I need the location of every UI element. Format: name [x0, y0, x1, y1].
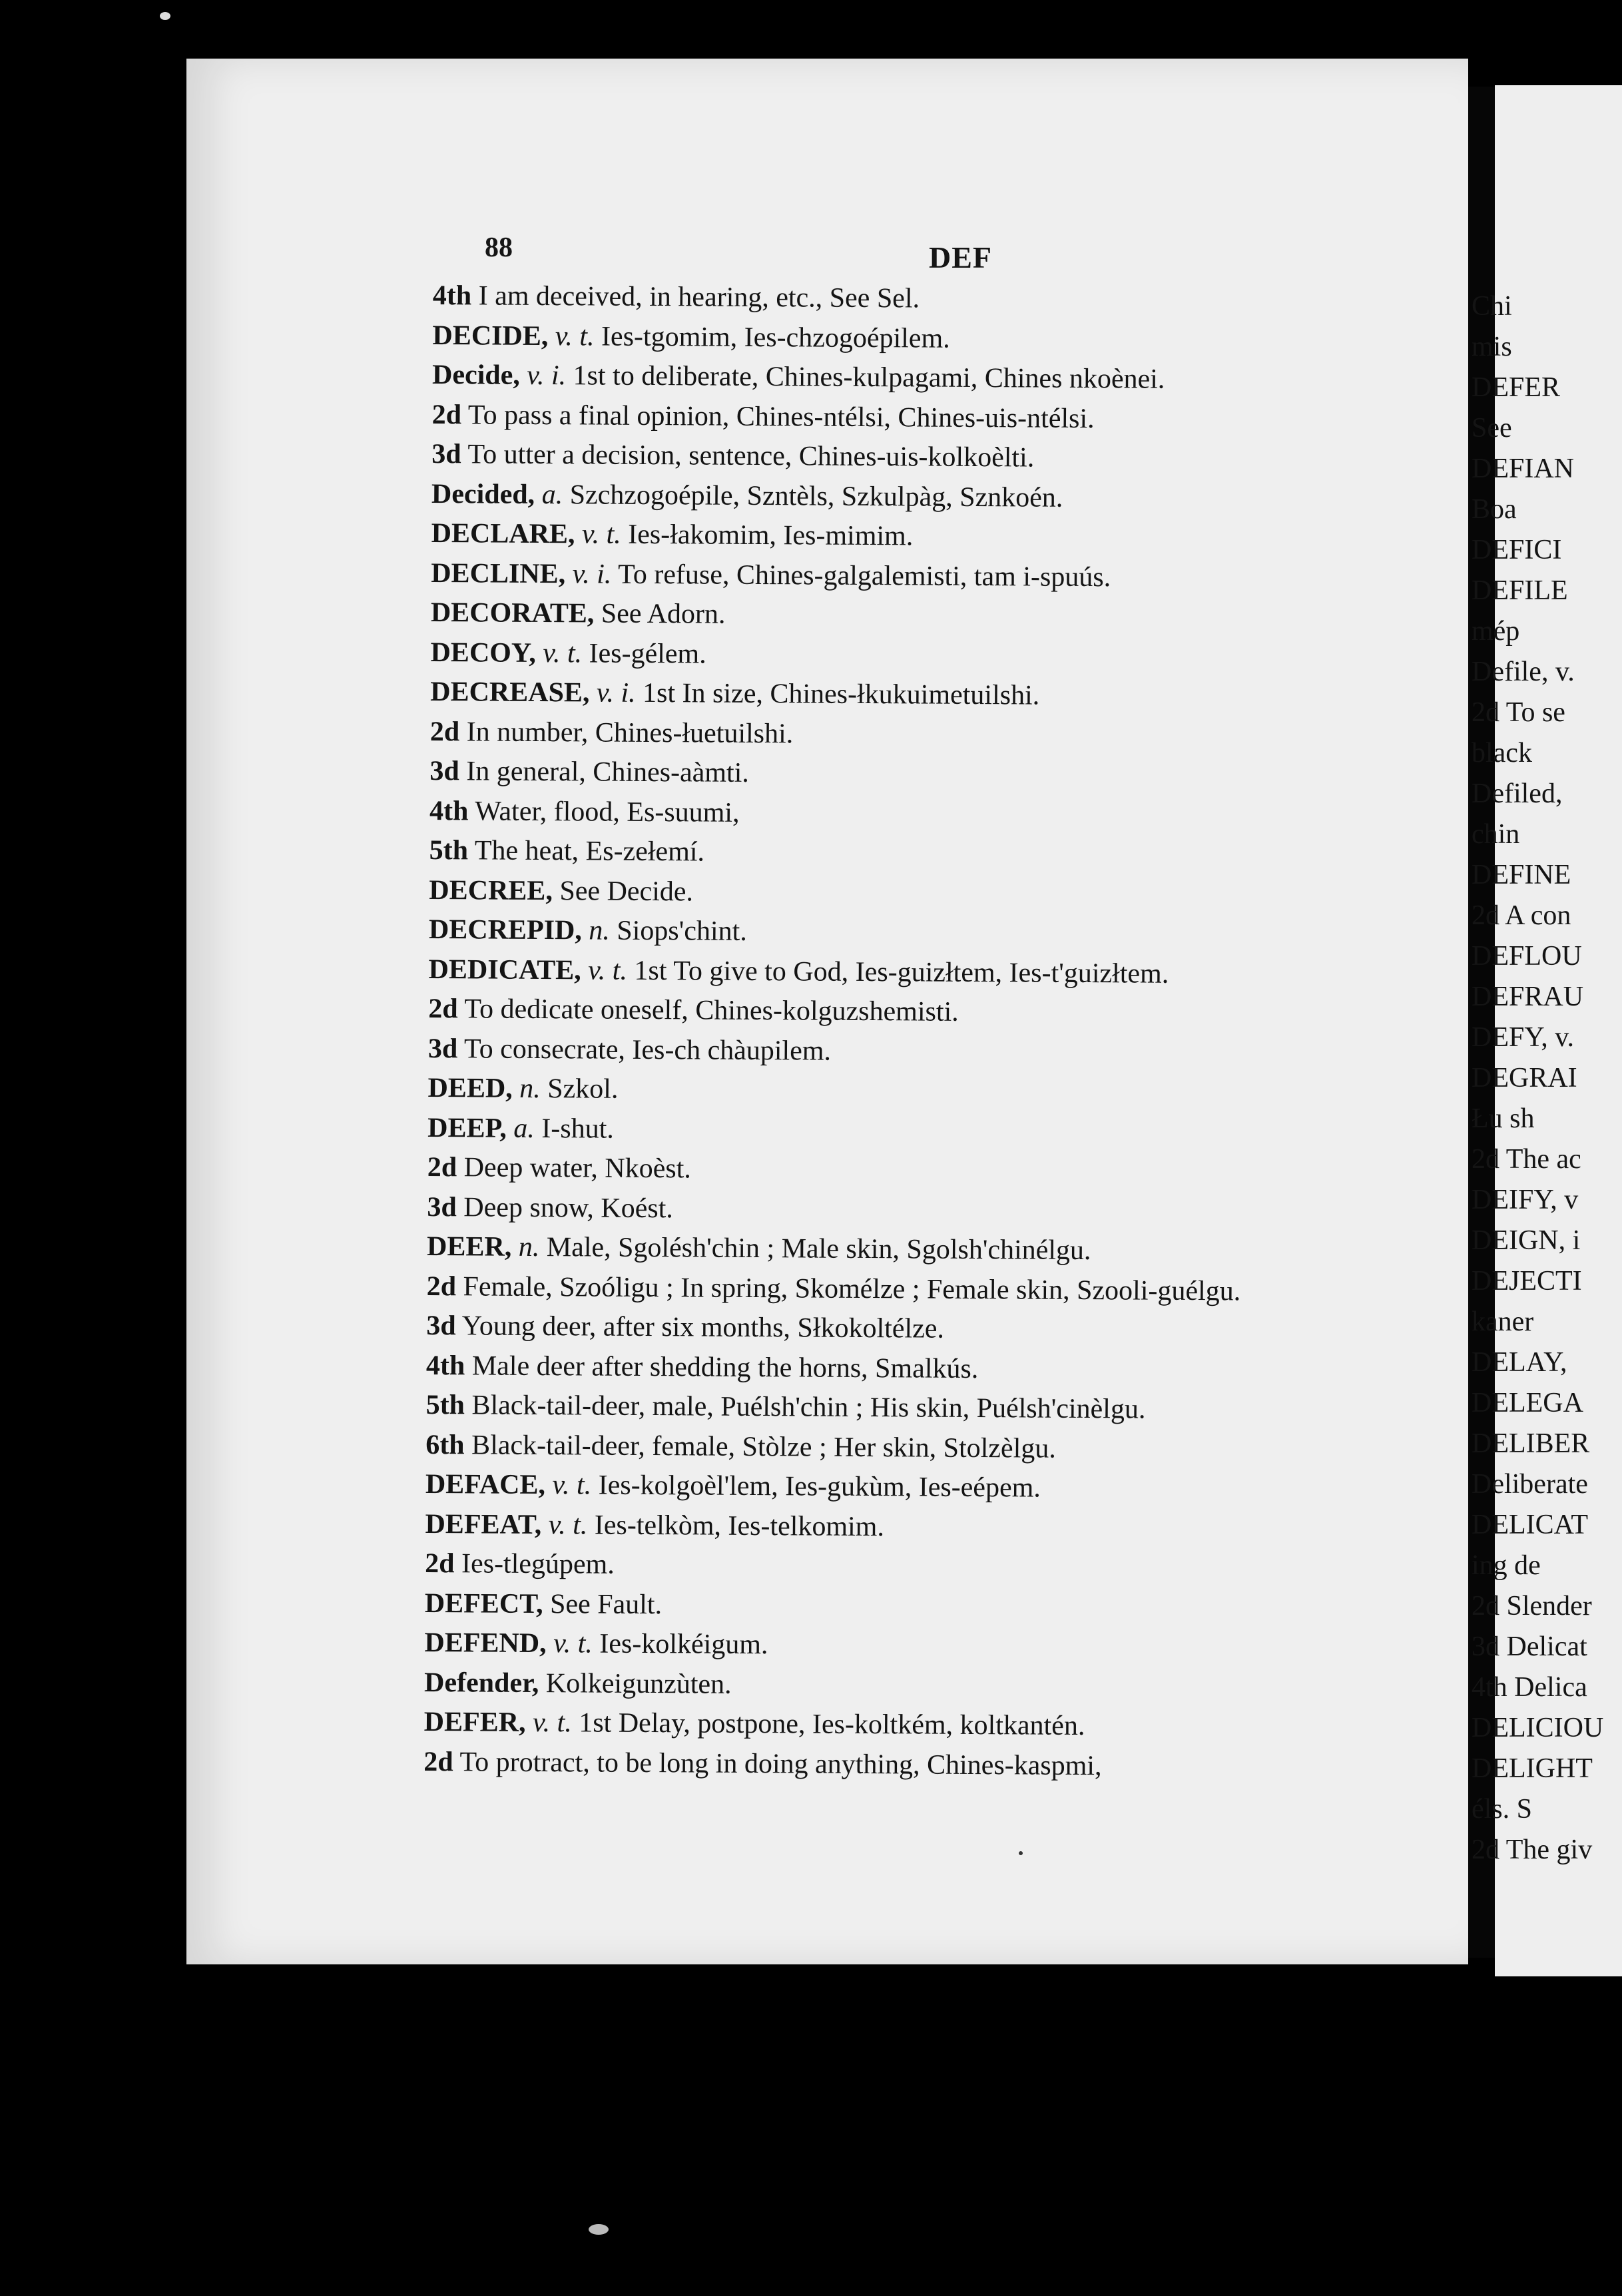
dictionary-entry	[431, 514, 1443, 560]
entry-definition: Male, Sgolésh'chin ; Male skin, Sgolsh'chinélgu.	[539, 1232, 1091, 1267]
next-page-line-fragment: DEFINE	[1472, 860, 1571, 890]
entry-headword: DECIDE,	[432, 320, 549, 352]
entry-definition: Ies-kolgoèl'lem, Ies-gukùm, Ies-eépem.	[591, 1470, 1041, 1504]
entry-headword: DECREPID,	[428, 914, 583, 946]
entry-headword: 2d	[426, 1271, 457, 1302]
next-page-line-fragment: Deliberate	[1472, 1469, 1588, 1500]
entry-headword: DEFER,	[423, 1706, 526, 1738]
dictionary-entry	[429, 791, 1442, 837]
dictionary-entry	[425, 1583, 1437, 1629]
entry-part-of-speech: n.	[512, 1073, 541, 1105]
dictionary-entry	[431, 474, 1444, 520]
entry-part-of-speech: n.	[511, 1231, 540, 1263]
entry-headword: DECORATE,	[430, 597, 595, 629]
next-page-line-fragment: DEFER	[1472, 372, 1561, 403]
entry-definition: Female, Szoóligu ; In spring, Skomélze ; Female skin, Szooli-guélgu.	[455, 1271, 1241, 1306]
dictionary-entry	[432, 356, 1444, 402]
dictionary-entry	[428, 990, 1440, 1035]
entry-headword: 4th	[429, 795, 469, 826]
entry-definition: Male deer after shedding the horns, Smalkús.	[465, 1350, 979, 1384]
entry-headword: 2d	[431, 399, 462, 430]
entry-definition: 1st Delay, postpone, Ies-koltkém, koltkantén.	[571, 1707, 1085, 1742]
next-page-line-fragment: DEFY, v.	[1472, 1022, 1575, 1053]
entry-headword: DEER,	[426, 1231, 512, 1263]
next-page-line-fragment: See	[1472, 413, 1512, 443]
entry-part-of-speech: v. i.	[565, 558, 612, 590]
entry-headword: 3d	[427, 1033, 458, 1064]
dictionary-entry	[431, 593, 1443, 639]
entry-definition: Kolkeigunzùten.	[539, 1667, 732, 1700]
dictionary-entry	[429, 752, 1442, 798]
next-page-line-fragment: Boa	[1472, 494, 1517, 525]
dictionary-entry	[427, 1187, 1439, 1233]
entry-headword: DEFECT,	[424, 1587, 543, 1619]
entry-headword: 2d	[428, 993, 458, 1025]
entry-headword: 5th	[425, 1389, 465, 1421]
entry-definition: Black-tail-deer, male, Puélsh'chin ; His skin, Puélsh'cinèlgu.	[464, 1390, 1146, 1425]
next-page-line-fragment: éls. S	[1472, 1794, 1533, 1825]
entry-part-of-speech: a.	[535, 479, 563, 510]
dictionary-entry	[433, 276, 1445, 322]
entry-part-of-speech: v. t.	[546, 1628, 593, 1659]
entry-definition: To protract, to be long in doing anything, Chines-kaspmi,	[453, 1746, 1102, 1781]
next-page-line-fragment: 2d A con	[1472, 900, 1571, 931]
dictionary-entry	[430, 633, 1442, 679]
entry-definition: See Adorn.	[594, 598, 726, 630]
next-page-line-fragment: 2d Slender	[1472, 1591, 1592, 1621]
entry-headword: DECREASE,	[430, 676, 590, 709]
next-page-line-fragment: DELICIOU	[1472, 1713, 1604, 1743]
entry-definition: Ies-gélem.	[581, 637, 706, 670]
entry-part-of-speech: v. t.	[525, 1707, 572, 1739]
dictionary-entry	[429, 870, 1441, 916]
entry-definition: To utter a decision, sentence, Chines-uis-kolkoèlti.	[461, 439, 1035, 473]
dictionary-entry	[424, 1663, 1436, 1709]
entry-part-of-speech: n.	[581, 915, 611, 946]
dictionary-entry	[432, 316, 1444, 362]
dictionary-entry	[431, 435, 1444, 481]
entry-definition: Ies-łakomim, Ies-mimim.	[621, 519, 914, 552]
entry-part-of-speech: v. t.	[581, 954, 628, 986]
dictionary-entry	[424, 1703, 1436, 1749]
dictionary-entry	[429, 910, 1441, 956]
next-page-line-fragment: mép	[1472, 616, 1520, 647]
dictionary-entry	[425, 1504, 1437, 1550]
entry-headword: DECLARE,	[431, 517, 575, 550]
next-page-line-fragment: ing de	[1472, 1550, 1541, 1581]
entry-definition: See Decide.	[552, 875, 694, 907]
entry-headword: DEFEND,	[424, 1627, 547, 1659]
entry-headword: DEDICATE,	[428, 954, 581, 986]
next-page-line-fragment: Łu sh	[1472, 1103, 1535, 1134]
entry-headword: DEFACE,	[425, 1468, 546, 1501]
dictionary-entry	[423, 1742, 1436, 1788]
dictionary-entries	[423, 276, 1445, 1788]
entry-headword: 2d	[423, 1746, 453, 1777]
entry-headword: Defender,	[423, 1667, 539, 1699]
entry-definition: Ies-tlegúpem.	[454, 1548, 615, 1580]
entry-headword: DECREE,	[429, 874, 553, 906]
entry-definition: Ies-tgomim, Ies-chzogoépilem.	[594, 320, 950, 354]
entry-headword: 6th	[425, 1429, 465, 1460]
dictionary-entry	[425, 1544, 1437, 1590]
entry-definition: The heat, Es-zełemí.	[467, 835, 705, 868]
next-page-line-fragment: kaner	[1472, 1306, 1534, 1337]
dictionary-entry	[425, 1386, 1438, 1432]
entry-definition: See Fault.	[543, 1588, 663, 1620]
entry-definition: To dedicate oneself, Chines-kolguzshemisti.	[457, 994, 959, 1027]
next-page-line-fragment: DEIGN, i	[1472, 1225, 1581, 1256]
entry-part-of-speech: v. i.	[589, 677, 636, 709]
entry-definition: To consecrate, Ies-ch chàupilem.	[457, 1033, 832, 1067]
entry-definition: I-shut.	[534, 1113, 614, 1145]
next-page-line-fragment: DEFIAN	[1472, 453, 1574, 484]
dictionary-entry	[425, 1425, 1438, 1471]
entry-headword: Decided,	[431, 478, 535, 510]
entry-headword: DECOY,	[430, 637, 537, 669]
next-page-line-fragment: DELAY,	[1472, 1347, 1567, 1378]
next-page-line-fragment: 4th Delica	[1472, 1672, 1587, 1703]
entry-headword: 2d	[425, 1548, 455, 1579]
entry-headword: Decide,	[431, 359, 521, 391]
entry-headword: 5th	[429, 834, 469, 866]
next-page-line-fragment: DELIGHT	[1472, 1753, 1593, 1784]
scan-speck	[1019, 1851, 1023, 1855]
next-page-line-fragment: DEIFY, v	[1472, 1185, 1579, 1215]
dictionary-entry	[427, 1267, 1439, 1312]
entry-part-of-speech: v. i.	[519, 360, 567, 392]
next-page-line-fragment: 2d To se	[1472, 697, 1565, 728]
dictionary-entry	[430, 712, 1442, 758]
running-head: DEF	[929, 240, 992, 274]
entry-definition: To refuse, Chines-galgalemisti, tam i-spuús.	[611, 559, 1111, 593]
entry-headword: DEFEAT,	[425, 1508, 542, 1540]
entry-headword: 4th	[432, 280, 472, 312]
entry-headword: DEED,	[427, 1072, 513, 1104]
next-page-line-fragment: DELICAT	[1472, 1510, 1588, 1540]
next-page-line-fragment: Defile, v.	[1472, 657, 1575, 687]
entry-headword: 3d	[426, 1310, 456, 1342]
next-page-line-fragment: 3d Delicat	[1472, 1631, 1587, 1662]
next-page-line-fragment: DEGRAI	[1472, 1063, 1577, 1093]
next-page-line-fragment: DEFRAU	[1472, 982, 1584, 1012]
entry-definition: Ies-telkòm, Ies-telkomim.	[587, 1509, 885, 1542]
dictionary-entry	[432, 395, 1444, 441]
next-page-fragments	[1472, 286, 1622, 1870]
next-page-line-fragment: chin	[1472, 819, 1520, 850]
entry-definition: 1st In size, Chines-łkukuimetuilshi.	[635, 677, 1040, 711]
dictionary-entry	[429, 831, 1442, 877]
dictionary-entry	[426, 1306, 1438, 1352]
dictionary-entry	[425, 1465, 1438, 1511]
next-page-line-fragment: 2d The ac	[1472, 1144, 1581, 1175]
scan-speck	[160, 12, 170, 20]
entry-definition: Szkol.	[540, 1073, 619, 1105]
dictionary-entry	[424, 1623, 1436, 1669]
entry-part-of-speech: v. t.	[575, 519, 621, 550]
entry-part-of-speech: v. t.	[541, 1509, 588, 1540]
dictionary-entry	[427, 1108, 1440, 1154]
next-page-line-fragment: DEJECTI	[1472, 1266, 1582, 1296]
next-page-line-fragment: black	[1472, 738, 1532, 768]
entry-definition: 1st To give to God, Ies-guizłtem, Ies-t'guizłtem.	[627, 955, 1169, 990]
next-page-line-fragment: DEFLOU	[1472, 941, 1582, 972]
scan-speck	[589, 2224, 609, 2235]
dictionary-entry	[426, 1346, 1438, 1392]
entry-headword: DEEP,	[427, 1112, 507, 1144]
dictionary-entry	[427, 1227, 1439, 1273]
entry-definition: In general, Chines-aàmti.	[459, 756, 749, 788]
entry-headword: 2d	[427, 1151, 457, 1183]
next-page-line-fragment: mis	[1472, 332, 1512, 362]
dictionary-entry	[428, 1029, 1440, 1075]
entry-definition: To pass a final opinion, Chines-ntélsi, Chines-uis-ntélsi.	[461, 399, 1095, 434]
entry-part-of-speech: v. t.	[548, 320, 595, 352]
entry-definition: In number, Chines-łuetuilshi.	[459, 716, 794, 749]
entry-headword: 4th	[425, 1350, 465, 1381]
next-page-line-fragment: DELEGA	[1472, 1388, 1583, 1418]
entry-part-of-speech: v. t.	[535, 637, 583, 669]
dictionary-entry	[427, 1069, 1440, 1115]
next-page-line-fragment: DELIBER	[1472, 1428, 1590, 1459]
dictionary-entry	[427, 1148, 1440, 1194]
next-page-line-fragment: DEFICI	[1472, 535, 1562, 565]
entry-headword: 3d	[431, 438, 461, 470]
entry-definition: Deep snow, Koést.	[456, 1191, 674, 1224]
entry-headword: DECLINE,	[431, 557, 566, 589]
entry-part-of-speech: a.	[506, 1113, 535, 1144]
entry-definition: Ies-kolkéigum.	[592, 1628, 768, 1661]
entry-definition: Water, flood, Es-suumi,	[468, 795, 740, 828]
dictionary-entry	[431, 553, 1443, 599]
entry-definition: Young deer, after six months, Słkokoltélze.	[455, 1310, 945, 1344]
next-page-line-fragment: DEFILE	[1472, 575, 1568, 606]
next-page-line-fragment: 2d The giv	[1472, 1835, 1593, 1865]
entry-definition: Black-tail-deer, female, Stòlze ; Her skin, Stolzèlgu.	[464, 1429, 1056, 1464]
entry-definition: Szchzogoépile, Szntèls, Szkulpàg, Sznkoén.	[563, 479, 1063, 513]
entry-part-of-speech: v. t.	[545, 1470, 592, 1501]
entry-definition: I am deceived, in hearing, etc., See Sel.	[471, 280, 920, 314]
entry-definition: Deep water, Nkoèst.	[457, 1152, 692, 1185]
entry-definition: 1st to deliberate, Chines-kulpagami, Chines nkoènei.	[565, 360, 1165, 395]
next-page-line-fragment: Chi	[1472, 291, 1512, 322]
page-number: 88	[485, 232, 513, 263]
dictionary-entry	[430, 673, 1442, 718]
next-page-line-fragment: Defiled,	[1472, 778, 1563, 809]
entry-headword: 3d	[429, 755, 459, 787]
entry-headword: 3d	[427, 1191, 457, 1223]
entry-headword: 2d	[429, 716, 460, 747]
entry-definition: Siops'chint.	[609, 915, 747, 947]
dictionary-entry	[428, 950, 1440, 996]
